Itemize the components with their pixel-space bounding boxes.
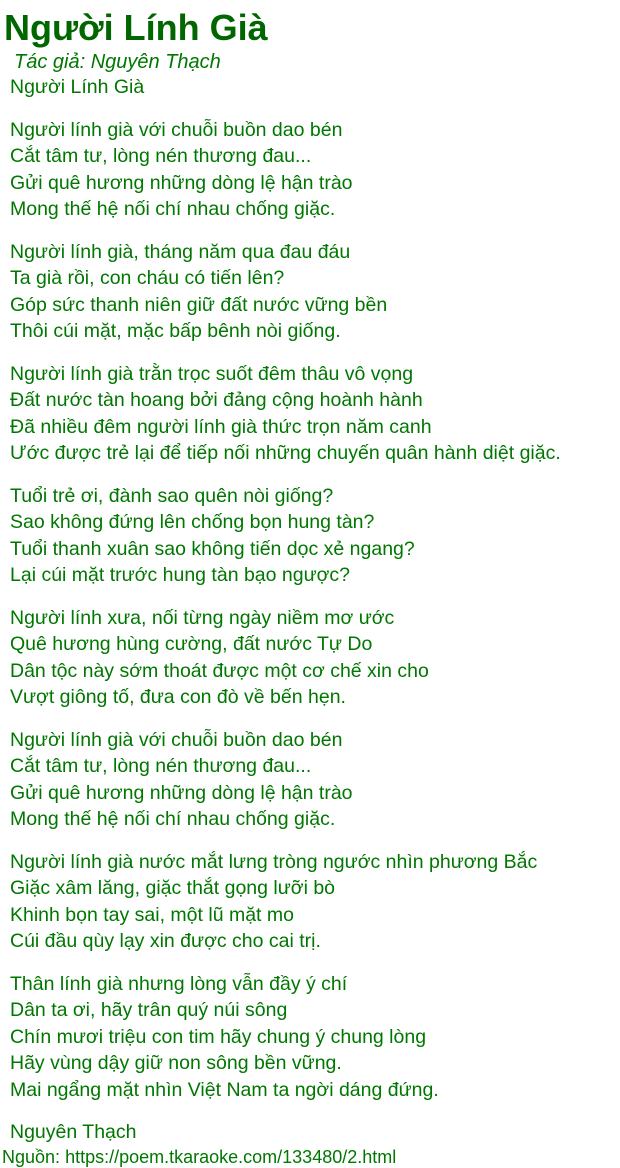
- stanza: [0, 239, 620, 345]
- poem-line: Vượt giông tố, đưa con đò về bến hẹn.: [10, 686, 346, 708]
- poem-line: Cắt tâm tư, lòng nén thương đau...: [10, 755, 312, 777]
- poem-line: Khinh bọn tay sai, một lũ mặt mo: [10, 903, 294, 926]
- author-line: Tác giả: Nguyên Thạch: [14, 51, 221, 73]
- poem-subtitle: Người Lính Già: [10, 76, 145, 98]
- poem-line: Sao không đứng lên chống bọn hung tàn?: [10, 511, 375, 533]
- poem-line: Mai ngẩng mặt nhìn Việt Nam ta ngời dáng đứng.: [10, 1078, 439, 1101]
- poem-line: Đã nhiều đêm người lính già thức trọn năm canh: [10, 415, 432, 438]
- poem-line: Người lính già nước mắt lưng tròng ngước nhìn phương Bắc: [10, 850, 538, 873]
- poem-line: Người lính xưa, nối từng ngày niềm mơ ước: [10, 606, 395, 629]
- signature: Nguyên Thạch: [10, 1121, 137, 1143]
- poem-line: Cúi đầu qùy lạy xin được cho cai trị.: [10, 930, 321, 952]
- poem-line: Người lính già trằn trọc suốt đêm thâu vô vọng: [10, 362, 414, 385]
- poem-line: Mong thế hệ nối chí nhau chống giặc.: [10, 198, 336, 220]
- poem-line: Góp sức thanh niên giữ đất nước vững bền: [10, 293, 388, 316]
- poem-line: Ta già rồi, con cháu có tiến lên?: [10, 267, 285, 289]
- stanza: [0, 483, 620, 589]
- poem-line: Thân lính già nhưng lòng vẫn đầy ý chí: [10, 972, 348, 995]
- poem-line: Cắt tâm tư, lòng nén thương đau...: [10, 145, 312, 167]
- page-title: Người Lính Già: [4, 7, 268, 48]
- poem-line: Tuổi trẻ ơi, đành sao quên nòi giống?: [10, 484, 334, 507]
- poem-line: Gửi quê hương những dòng lệ hận trào: [10, 781, 353, 804]
- stanza: [0, 727, 620, 833]
- poem-line: Hãy vùng dậy giữ non sông bền vững.: [10, 1052, 342, 1074]
- poem-line: Người lính già, tháng năm qua đau đáu: [10, 240, 351, 263]
- stanza: [0, 361, 620, 467]
- poem-line: Gửi quê hương những dòng lệ hận trào: [10, 171, 353, 194]
- source-line: [2, 1146, 620, 1168]
- poem-line: Giặc xâm lăng, giặc thắt gọng lưỡi bò: [10, 877, 336, 899]
- stanza: [0, 605, 620, 711]
- poem-line: Người lính già với chuỗi buồn dao bén: [10, 118, 343, 141]
- poem-line: Thôi cúi mặt, mặc bấp bênh nòi giống.: [10, 320, 341, 342]
- stanza: [0, 849, 620, 955]
- poem-line: Mong thế hệ nối chí nhau chống giặc.: [10, 808, 336, 830]
- stanza: [0, 117, 620, 223]
- poem-line: Tuổi thanh xuân sao không tiến dọc xẻ ngang?: [10, 537, 415, 560]
- poem-line: Dân ta ơi, hãy trân quý núi sông: [10, 999, 288, 1021]
- poem-line: Lại cúi mặt trước hung tàn bạo ngược?: [10, 564, 351, 586]
- poem-line: Quê hương hùng cường, đất nước Tự Do: [10, 633, 373, 655]
- stanza: [0, 971, 620, 1104]
- poem-line: Đất nước tàn hoang bởi đảng cộng hoành hành: [10, 389, 423, 411]
- source-url: https://poem.tkaraoke.com/133480/2.html: [65, 1146, 397, 1167]
- poem-line: Ước được trẻ lại để tiếp nối những chuyến quân hành diệt giặc.: [10, 442, 561, 464]
- poem-body: [0, 117, 620, 1104]
- poem-line: Người lính già với chuỗi buồn dao bén: [10, 728, 343, 751]
- poem-line: Chín mươi triệu con tim hãy chung ý chung lòng: [10, 1025, 427, 1048]
- source-label: Nguồn:: [2, 1146, 61, 1167]
- poem-line: Dân tộc này sớm thoát được một cơ chế xin cho: [10, 659, 429, 682]
